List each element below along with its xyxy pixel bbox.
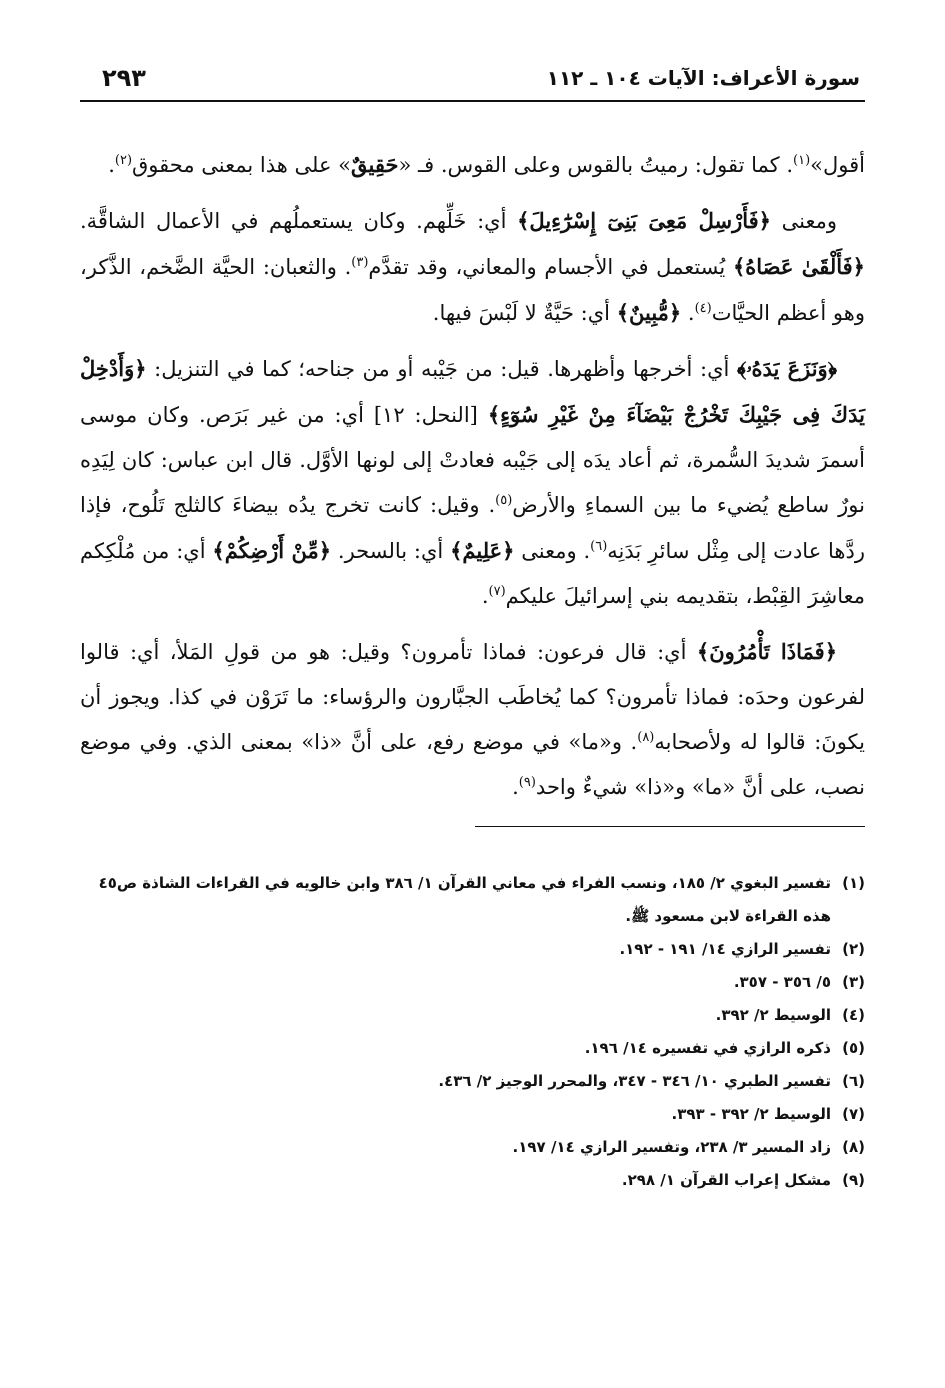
quran-quote: ﴿مُّبِينٌ﴾ (616, 300, 682, 325)
text-run: . كما تقول: رميتُ بالقوس وعلى القوس. فـ « (398, 153, 794, 177)
quran-quote: ﴿فَمَاذَا تَأْمُرُونَ﴾ (696, 639, 837, 664)
footnote (80, 1131, 865, 1164)
footnote-number: (٣) (842, 973, 865, 991)
footnote-number: (٧) (842, 1105, 865, 1123)
footnote (80, 1098, 865, 1131)
book-page (80, 60, 865, 1370)
footnote-ref-6: (٦) (590, 539, 608, 554)
footnote-number: (٥) (842, 1039, 865, 1057)
quran-word: حَقِيقٌ (351, 152, 399, 177)
footnote-ref-8: (٨) (637, 730, 655, 745)
footnote (80, 933, 865, 966)
page-number: ٢٩٣ (102, 64, 146, 92)
text-run: . وقيل: كانت تخرج يدُه بيضاءَ كالثلج تَلُوح، فإذا ردَّها عادت إلى مِثْل سائرِ بَدَنِه (80, 493, 866, 563)
text-run: أي: بالسحر. (331, 539, 451, 563)
footnote-text: تفسير الطبري ١٠/ ٣٤٦ - ٣٤٧، والمحرر الوجيز ٢/ ٤٣٦. (438, 1072, 831, 1090)
text-run: أي: قال فرعون: فماذا تأمرون؟ وقيل: هو من قولِ المَلأ، أي: قالوا لفرعون وحدَه: فماذا تأمرون؟ كما يُخاطَب الجبَّارون والرؤساء: ما تَرَوْن في كذا. ويجوز أن يكونَ: قالوا له ولأصحابه (80, 640, 865, 754)
quran-quote: ﴿وَأَدْخِلْ يَدَكَ فِى جَيْبِكَ تَخْرُجْ بَيْضَآءَ مِنْ غَيْرِ سُوٓءٍ﴾ (80, 356, 865, 427)
text-run: أقول» (810, 153, 865, 177)
footnote-number: (٦) (842, 1072, 865, 1090)
footnote-text: ٥/ ٣٥٦ - ٣٥٧. (733, 973, 831, 991)
text-run: . والثعبان: الحيَّة الضَّخم، الذَّكر، وهو أعظم الحيَّات (80, 255, 865, 325)
footnote (80, 1164, 865, 1197)
footnote-number: (١) (842, 874, 865, 892)
text-run: يُستعمل في الأجسام والمعاني، وقد تقدَّم (368, 255, 733, 279)
footnotes (80, 867, 865, 1197)
paragraph-3 (80, 346, 865, 619)
footnote-ref-7: (٧) (488, 584, 506, 599)
paragraph-2 (80, 198, 865, 336)
footnote (80, 867, 865, 933)
footnote-number: (٨) (842, 1138, 865, 1156)
text-run: . و«ما» في موضع رفع، على أنَّ «ذا» بمعنى الذي. وفي موضع نصب، على أنَّ «ما» و«ذا» شيءٌ واحد (80, 730, 865, 799)
footnote (80, 1032, 865, 1065)
footnote-text: تفسير البغوي ٢/ ١٨٥، ونسب الفراء في معاني القرآن ١/ ٣٨٦ وابن خالويه في القراءات الشاذة ص٤٥ هذه القراءة لابن مسعود ﷺ. (98, 874, 831, 925)
text-run: . (681, 301, 695, 325)
quran-quote: ﴿مِّنْ أَرْضِكُمْ﴾ (212, 538, 332, 563)
text-run: . (512, 775, 519, 799)
footnote-separator (475, 826, 865, 827)
text-run: أي: خَلِّهم. وكان يستعملُهم في الأعمال الشاقَّة. (80, 209, 518, 233)
footnote-ref-2: (٢) (114, 153, 133, 168)
running-title: سورة الأعراف: الآيات ١٠٤ ـ ١١٢ (546, 66, 860, 90)
quran-quote: ﴿فَأَلْقَىٰ عَصَاهُ﴾ (732, 254, 865, 279)
quran-quote: ﴿عَلِيمٌ﴾ (450, 538, 515, 563)
footnote (80, 1065, 865, 1098)
footnote-number: (٤) (842, 1006, 865, 1024)
footnote-text: زاد المسير ٣/ ٢٣٨، وتفسير الرازي ١٤/ ١٩٧. (512, 1138, 831, 1156)
header-rule (80, 100, 865, 102)
text-run: أي: أخرجها وأظهرها. قيل: من جَيْبه أو من جناحه؛ كما في التنزيل: (146, 357, 737, 381)
text-run: . ومعنى (514, 539, 591, 563)
paragraph-1 (80, 142, 865, 188)
paragraph-4 (80, 629, 865, 810)
text-run: [النحل: ١٢] أي: من غير بَرَص. وكان موسى أسمرَ شديدَ السُّمرة، ثم أعاد يدَه إلى جَيْبه فعادتْ إلى لونها الأوَّل. قال ابن عباس: كان لِيَدِه نورٌ ساطع يُضيء ما بين السماءِ والأرض (80, 403, 865, 517)
text-run: . (481, 584, 489, 608)
footnote-text: الوسيط ٢/ ٣٩٢ - ٣٩٣. (671, 1105, 831, 1123)
footnote-number: (٢) (842, 940, 865, 958)
footnote-text: تفسير الرازي ١٤/ ١٩١ - ١٩٢. (619, 940, 831, 958)
quran-quote: ﴿وَنَزَعَ يَدَهُۥ﴾ (736, 356, 837, 381)
text-run: . (108, 153, 115, 177)
running-header (80, 60, 865, 104)
text-run: أي: حَيَّةٌ لا لَبْسَ فيها. (432, 301, 617, 325)
text-run: ومعنى (770, 209, 837, 233)
text-run: أي: من مُلْكِكم معاشِرَ القِبْط، بتقديمه بني إسرائيلَ عليكم (80, 539, 865, 608)
footnote (80, 999, 865, 1032)
footnote-text: مشكل إعراب القرآن ١/ ٢٩٨. (621, 1171, 831, 1189)
footnote-text: ذكره الرازي في تفسيره ١٤/ ١٩٦. (584, 1039, 831, 1057)
footnote-ref-3: (٣) (351, 255, 369, 270)
footnote-ref-1: (١) (793, 153, 811, 168)
footnote (80, 966, 865, 999)
quran-quote: ﴿فَأَرْسِلْ مَعِىَ بَنِىٓ إِسْرَٰٓءِيلَ﴾ (517, 208, 771, 233)
footnote-text: الوسيط ٢/ ٣٩٢. (715, 1006, 831, 1024)
body-text (80, 142, 865, 810)
footnote-number: (٩) (842, 1171, 865, 1189)
footnote-ref-5: (٥) (495, 493, 513, 508)
footnote-ref-9: (٩) (518, 775, 536, 790)
text-run: » على هذا بمعنى محقوق (132, 153, 352, 177)
footnote-ref-4: (٤) (694, 301, 712, 316)
